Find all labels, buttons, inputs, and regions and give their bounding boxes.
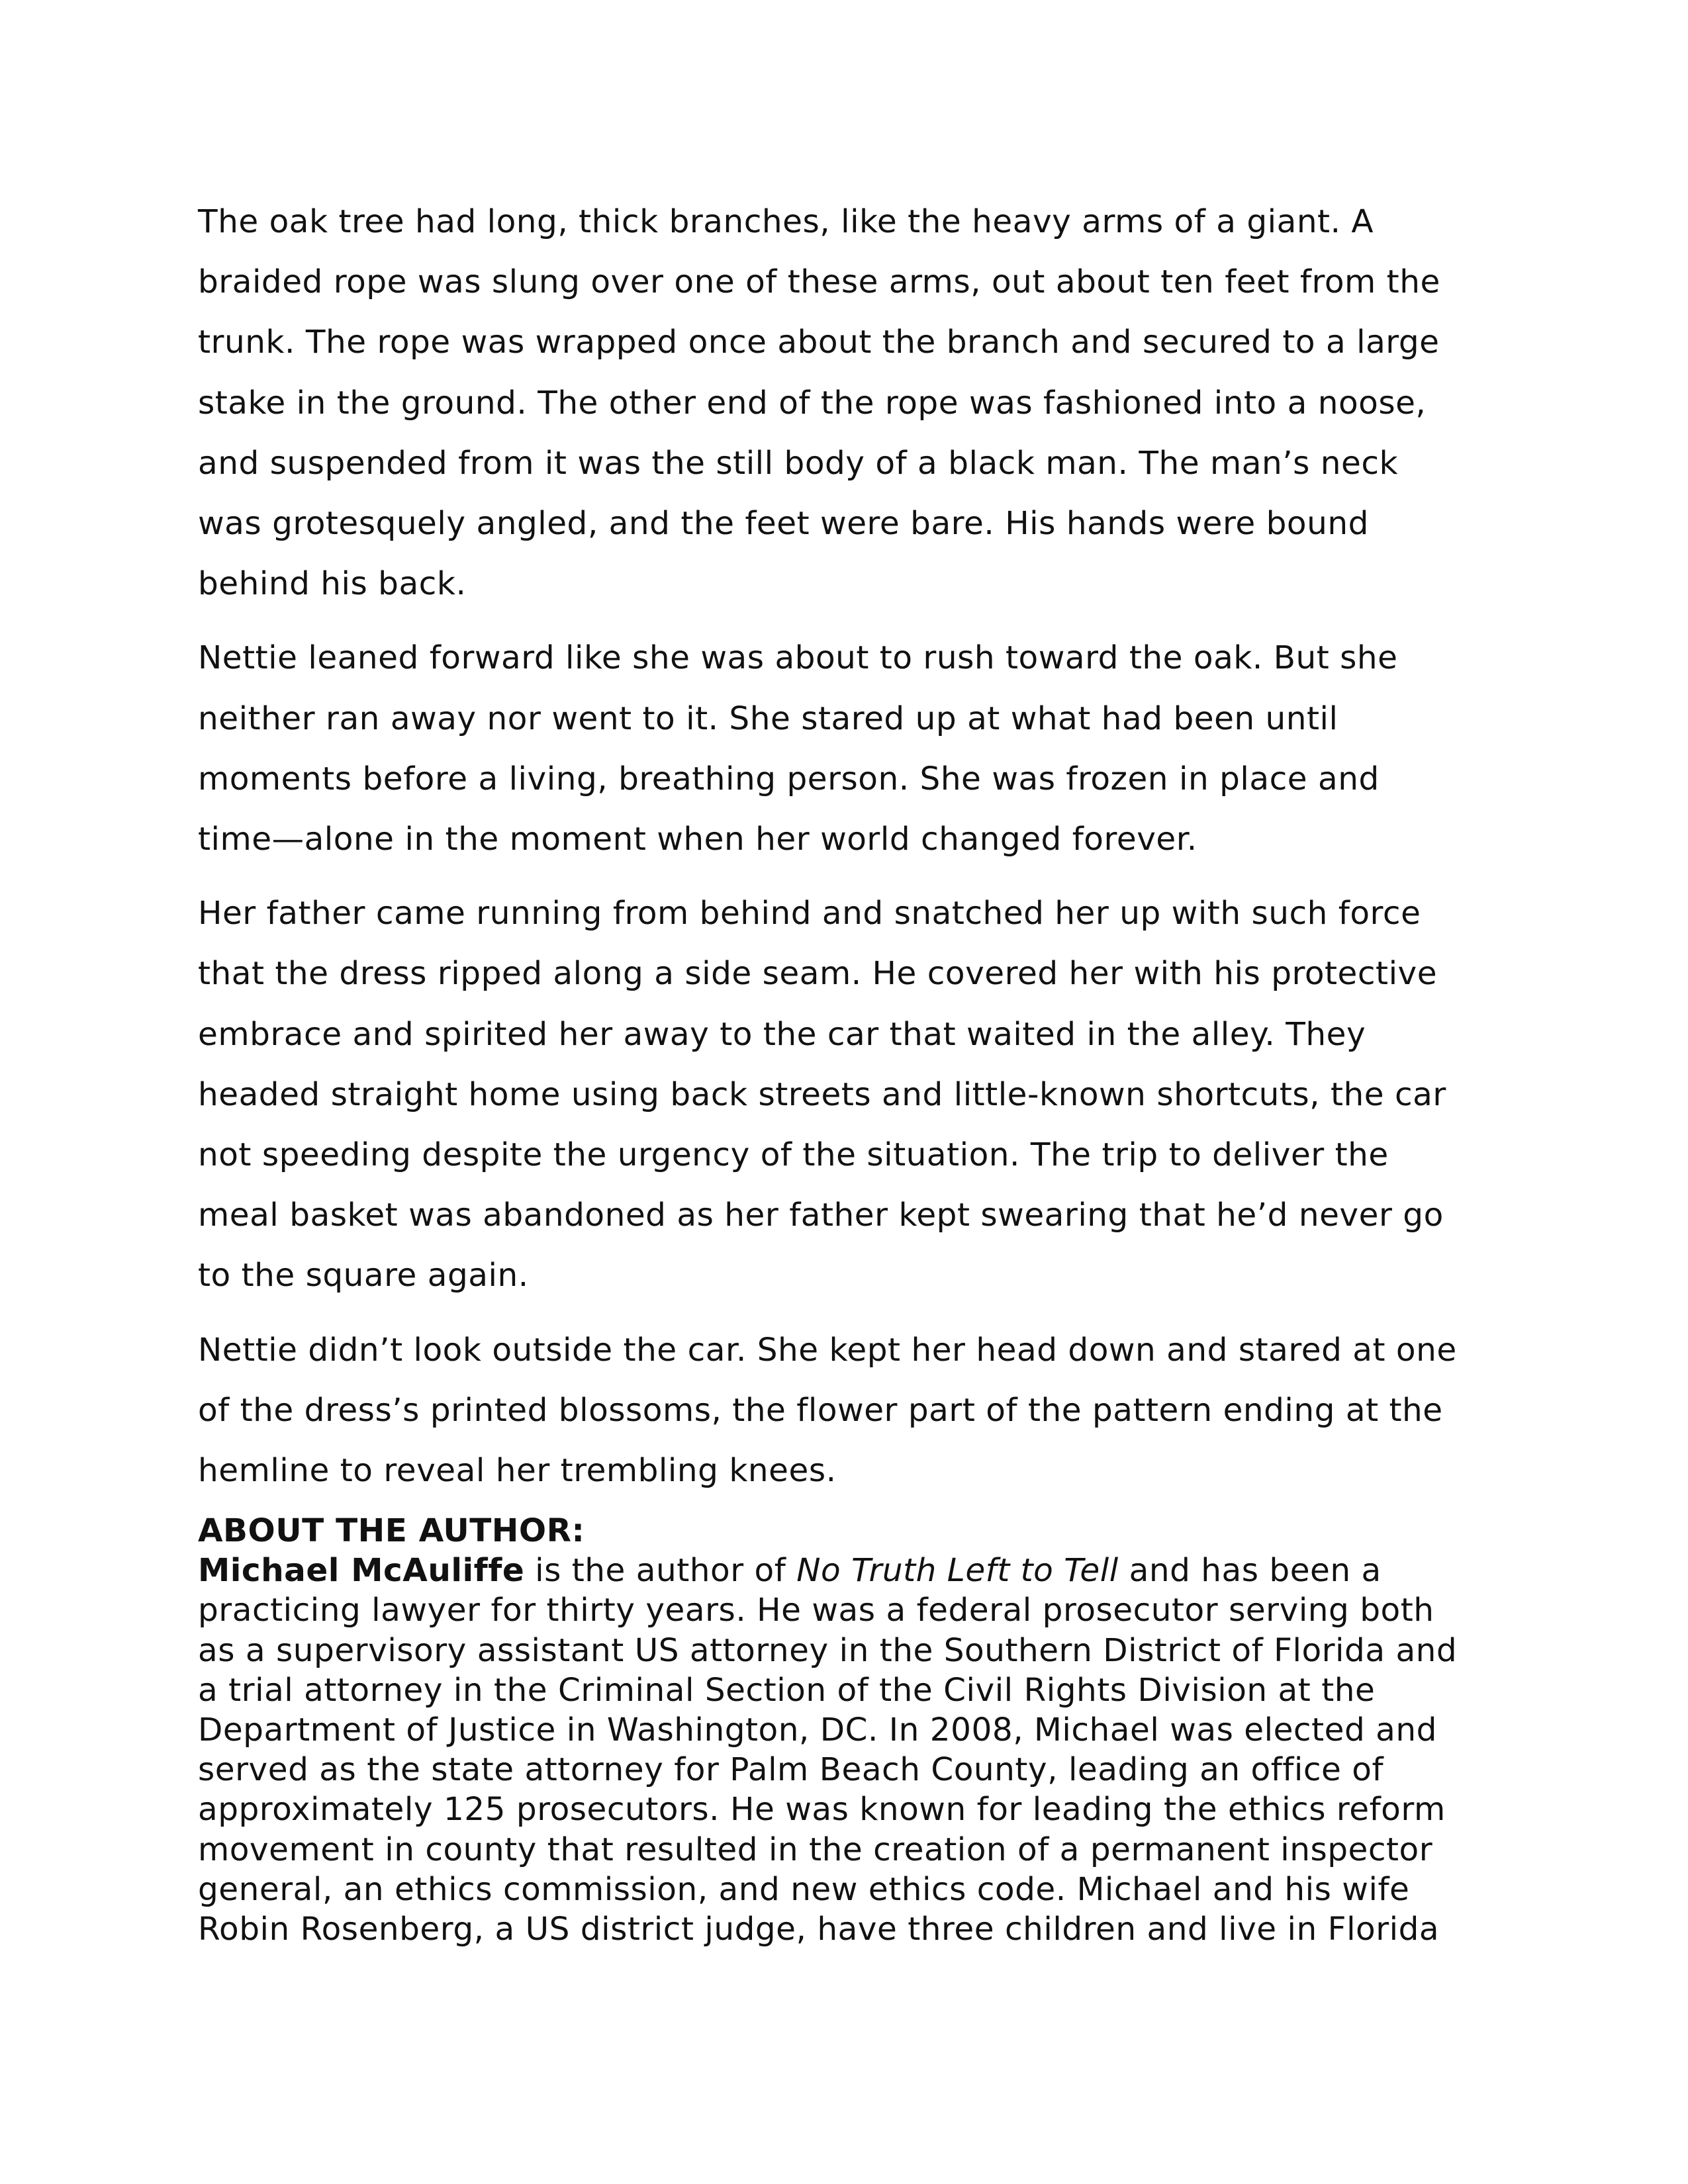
bio-intro-text: is the author of: [524, 1552, 797, 1590]
story-excerpt: [198, 192, 1509, 1515]
story-paragraph: Nettie didn’t look outside the car. She kept her head down and stared at one of the dress’s printed blossoms, the flower part of the pattern ending at the hemline to reveal her trembling knees.: [198, 1331, 1457, 1490]
about-heading: ABOUT THE AUTHOR:: [198, 1512, 585, 1549]
about-the-author-section: [198, 1511, 1522, 1949]
book-title: No Truth Left to Tell: [796, 1552, 1119, 1590]
bio-body-text: and has been a practicing lawyer for thirty years. He was a federal prosecutor serving both as a supervisory assistant US attorney in the Southern District of Florida and a trial attorney in the Criminal Section of the Civil Rights Division at the Department of Justice in Washington, DC. In 2008, Michael was elected and served as the state attorney for Palm Beach County, leading an office of approximately 125 prosecutors. He was known for leading the ethics reform movement in county that resulted in the creation of a permanent inspector general, an ethics commission, and new ethics code. Michael and his wife Robin Rosenberg, a US district judge, have three children and live in Florida: [198, 1552, 1458, 1948]
story-paragraph: Nettie leaned forward like she was about to rush toward the oak. But she neither ran away nor went to it. She stared up at what had been until moments before a living, breathing person. She was frozen in place and time—alone in the moment when her world changed forever.: [198, 639, 1398, 858]
author-bio: [198, 1551, 1522, 1949]
story-paragraph: Her father came running from behind and snatched her up with such force that the dress ripped along a side seam. He covered her with his protective embrace and spirited her away to the car that waited in the alley. They headed straight home using back streets and little-known shortcuts, the car not speeding despite the urgency of the situation. The trip to deliver the meal basket was abandoned as her father kept swearing that he’d never go to the square again.: [198, 895, 1446, 1295]
author-name: Michael McAuliffe: [198, 1552, 525, 1590]
story-paragraph: The oak tree had long, thick branches, like the heavy arms of a giant. A braided rope was slung over one of these arms, out about ten feet from the trunk. The rope was wrapped once about the branch and secured to a large stake in the ground. The other end of the rope was fashioned into a noose, and suspended from it was the still body of a black man. The man’s neck was grotesquely angled, and the feet were bare. His hands were bound behind his back.: [198, 203, 1440, 603]
